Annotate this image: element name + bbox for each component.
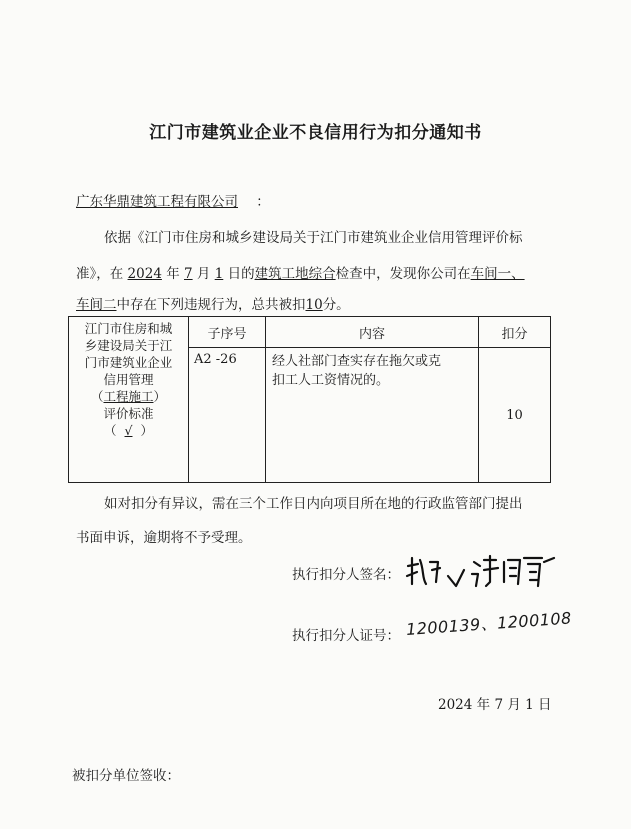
standard-line: 门市建筑业企业 bbox=[84, 355, 173, 370]
body-line-2 bbox=[76, 262, 525, 282]
addressee-line bbox=[76, 190, 270, 210]
appeal-line-2: 书面申诉，逾期将不予受理。 bbox=[76, 530, 252, 546]
row-content bbox=[266, 348, 479, 483]
body-text: 日的 bbox=[227, 266, 255, 282]
header-points: 扣分 bbox=[479, 317, 551, 348]
violation-location-2: 车间二 bbox=[76, 297, 117, 313]
appeal-line-1: 如对扣分有异议，需在三个工作日内向项目所在地的行政监管部门提出 bbox=[104, 496, 523, 512]
body-line-1: 依据《江门市住房和城乡建设局关于江门市建筑业企业信用管理评价标 bbox=[104, 230, 523, 246]
id-label: 执行扣分人证号： bbox=[292, 628, 400, 644]
header-code: 子序号 bbox=[189, 317, 266, 348]
row-content-line: 经人社部门查实存在拖欠或克 bbox=[272, 354, 442, 369]
receiver-label: 被扣分单位签收： bbox=[72, 768, 180, 784]
total-points: 10 bbox=[305, 297, 323, 313]
handwritten-signature bbox=[404, 552, 564, 592]
standard-line: 江门市住房和城 bbox=[84, 321, 173, 336]
body-text: 月 bbox=[196, 266, 211, 282]
inspection-month: 7 bbox=[184, 266, 193, 282]
body-line-3 bbox=[76, 293, 350, 313]
check-mark: √ bbox=[124, 423, 133, 438]
body-text: 准》，在 bbox=[76, 266, 124, 282]
standard-category: 工程施工 bbox=[103, 389, 154, 404]
standard-cell bbox=[69, 317, 189, 483]
body-text: 年 bbox=[166, 266, 180, 282]
issue-date: 2024 年 7 月 1 日 bbox=[438, 697, 552, 713]
standard-line: 评价标准 bbox=[103, 406, 154, 421]
signature-label: 执行扣分人签名： bbox=[292, 567, 400, 583]
paren: （ bbox=[104, 423, 117, 438]
standard-category-line bbox=[69, 388, 188, 405]
addressee-company: 广东华鼎建筑工程有限公司 bbox=[76, 194, 238, 210]
standard-line: 乡建设局关于江 bbox=[84, 338, 173, 353]
paren: ） bbox=[140, 423, 153, 438]
paren: （ bbox=[90, 389, 104, 404]
violation-location-1: 车间一、 bbox=[470, 266, 525, 282]
row-code: A2 -26 bbox=[189, 348, 266, 483]
deduction-table bbox=[68, 316, 551, 483]
standard-line: 信用管理 bbox=[103, 372, 154, 387]
id-value-handwritten: 1200139、1200108 bbox=[405, 608, 573, 639]
inspection-day: 1 bbox=[214, 266, 224, 282]
inspection-type: 建筑工地综合 bbox=[254, 266, 336, 282]
body-text: 检查中，发现你公司在 bbox=[335, 266, 471, 282]
check-line bbox=[69, 422, 188, 439]
row-points: 10 bbox=[479, 348, 551, 483]
inspection-year: 2024 bbox=[127, 266, 162, 282]
document-title: 江门市建筑业企业不良信用行为扣分通知书 bbox=[149, 123, 482, 143]
header-content: 内容 bbox=[266, 317, 479, 348]
addressee-colon: ： bbox=[256, 194, 270, 210]
body-text: 中存在下列违规行为，总共被扣 bbox=[116, 297, 306, 313]
paren: ） bbox=[153, 389, 167, 404]
body-text: 分。 bbox=[322, 297, 350, 313]
row-content-line: 扣工人工资情况的。 bbox=[272, 373, 390, 388]
